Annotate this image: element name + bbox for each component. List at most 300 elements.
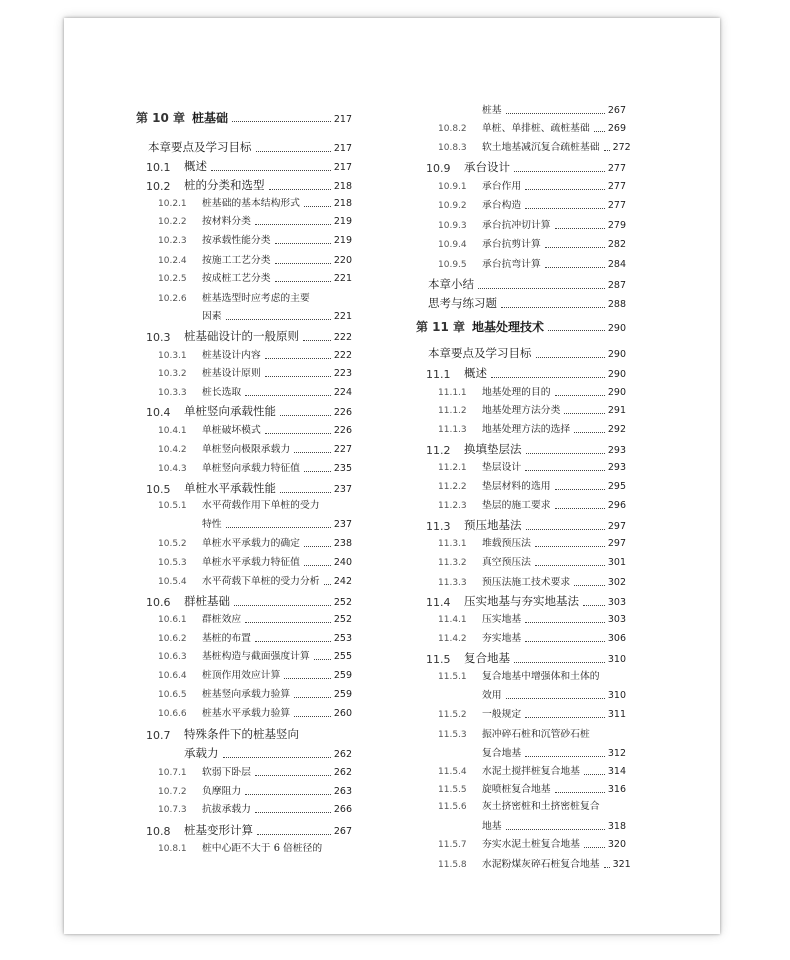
- toc-entry-title: 效用: [482, 690, 502, 701]
- toc-entry-page-number: 238: [333, 538, 352, 550]
- toc-entry-title: 抗拔承载力: [202, 804, 251, 815]
- toc-entry-number: 10.2.2: [158, 216, 187, 227]
- toc-entry-page-number: 279: [607, 220, 626, 232]
- toc-entry-title: 单桩竖向极限承载力: [202, 444, 291, 455]
- toc-entry-page-number: 222: [333, 332, 352, 343]
- toc-entry-page-number: 316: [607, 784, 626, 796]
- toc-leader-dots: [525, 622, 605, 623]
- toc-entry-page-number: 290: [607, 349, 626, 360]
- toc-entry-page-number: 269: [607, 123, 626, 135]
- toc-entry-number: 10.6.4: [158, 670, 187, 681]
- toc-entry-number: 11.1.3: [438, 424, 467, 435]
- toc-entry-number: 11.5.4: [438, 766, 467, 777]
- toc-entry: [158, 256, 352, 266]
- toc-entry-title: 本章小结: [428, 277, 474, 291]
- toc-entry-number: 11.4: [426, 595, 451, 609]
- toc-entry-page-number: 223: [333, 368, 352, 380]
- toc-entry: [146, 483, 352, 495]
- toc-entry: [158, 768, 352, 778]
- toc-entry-page-number: 320: [607, 839, 626, 851]
- toc-entry-page-number: 266: [333, 804, 352, 816]
- toc-entry-page-number: 217: [333, 162, 352, 173]
- toc-entry: [158, 652, 352, 662]
- toc-entry-title: 桩基设计内容: [202, 350, 261, 361]
- toc-entry: [426, 368, 626, 380]
- toc-entry: [146, 331, 352, 343]
- toc-entry: [438, 182, 626, 192]
- toc-entry-title: 桩的分类和选型: [184, 178, 265, 192]
- toc-entry-title: 预压法施工技术要求: [482, 577, 571, 588]
- toc-entry: [158, 294, 352, 304]
- toc-entry: [438, 425, 626, 435]
- toc-entry-number: 10.2: [146, 179, 171, 193]
- toc-leader-dots: [491, 377, 605, 378]
- toc-entry-title: 桩基: [482, 105, 502, 116]
- toc-entry: [426, 596, 626, 608]
- toc-entry-title: 复合地基: [482, 748, 522, 759]
- toc-entry-page-number: 311: [607, 709, 626, 721]
- toc-entry-title: 复合地基中增强体和土体的: [482, 671, 600, 682]
- toc-entry-title: 因素: [202, 311, 222, 322]
- toc-entry-title: 概述: [464, 366, 487, 380]
- toc-entry: [158, 445, 352, 455]
- toc-leader-dots: [275, 263, 331, 264]
- toc-leader-dots: [526, 453, 605, 454]
- toc-leader-dots: [245, 622, 331, 623]
- toc-entry-title: 一般规定: [482, 709, 522, 720]
- toc-entry-title: 承台构造: [482, 200, 522, 211]
- toc-entry-title: 真空预压法: [482, 557, 531, 568]
- toc-entry-title: 桩基选型时应考虑的主要: [202, 293, 310, 304]
- toc-entry-number: 11.3.3: [438, 577, 467, 588]
- toc-leader-dots: [525, 641, 605, 642]
- toc-entry: [158, 709, 352, 719]
- toc-entry: [146, 729, 352, 741]
- toc-entry-number: 10.6.6: [158, 708, 187, 719]
- toc-entry-page-number: 262: [333, 767, 352, 779]
- toc-leader-dots: [294, 716, 331, 717]
- toc-entry-title: 单桩水平承载性能: [184, 481, 276, 495]
- toc-leader-dots: [314, 659, 331, 660]
- toc-entry-title: 桩基础: [192, 111, 229, 125]
- toc-entry-number: 10.4.2: [158, 444, 187, 455]
- toc-entry-number: 10.4.1: [158, 425, 187, 436]
- toc-leader-dots: [211, 170, 331, 171]
- toc-leader-dots: [506, 829, 605, 830]
- toc-entry: [146, 161, 352, 173]
- toc-entry-number: 10.8.3: [438, 142, 467, 153]
- toc-entry: [438, 672, 626, 682]
- toc-entry-page-number: 290: [607, 369, 626, 380]
- toc-leader-dots: [604, 867, 610, 868]
- toc-entry: [428, 348, 626, 360]
- toc-entry-page-number: 226: [333, 425, 352, 437]
- toc-entry-title: 桩基础设计的一般原则: [184, 329, 299, 343]
- toc-entry-title: 桩长选取: [202, 387, 242, 398]
- toc-entry-title: 基桩的布置: [202, 633, 251, 644]
- toc-entry-title: 地基处理的目的: [482, 387, 551, 398]
- toc-entry-page-number: 260: [333, 708, 352, 720]
- toc-leader-dots: [525, 189, 605, 190]
- toc-leader-dots: [226, 319, 331, 320]
- toc-entry-number: 11.5.3: [438, 729, 467, 740]
- toc-entry-title: 夯实地基: [482, 633, 522, 644]
- toc-entry-page-number: 314: [607, 766, 626, 778]
- toc-leader-dots: [265, 358, 331, 359]
- toc-entry-number: 11.5.1: [438, 671, 467, 682]
- toc-entry-number: 10.3.2: [158, 368, 187, 379]
- toc-entry-page-number: 288: [607, 299, 626, 310]
- toc-entry-title: 振冲碎石桩和沉管砂石桩: [482, 729, 590, 740]
- toc-entry: [146, 596, 352, 608]
- toc-entry-number: 10.5: [146, 482, 171, 496]
- toc-entry-title: 桩基竖向承载力验算: [202, 689, 291, 700]
- toc-entry-page-number: 221: [333, 273, 352, 285]
- toc-entry-title: 堆载预压法: [482, 538, 531, 549]
- toc-leader-dots: [514, 662, 605, 663]
- toc-entry: [158, 690, 352, 700]
- toc-entry-page-number: 263: [333, 786, 352, 798]
- toc-entry-title: 单桩竖向承载性能: [184, 404, 276, 418]
- toc-entry-page-number: 293: [607, 462, 626, 474]
- toc-entry-number: 10.4: [146, 405, 171, 419]
- toc-entry-page-number: 301: [607, 557, 626, 569]
- toc-leader-dots: [594, 131, 605, 132]
- toc-entry-title: 概述: [184, 159, 207, 173]
- toc-entry-page-number: 237: [333, 519, 352, 531]
- toc-entry-number: 11.1: [426, 367, 451, 381]
- toc-entry: [438, 201, 626, 211]
- toc-entry-number: 11.2.3: [438, 500, 467, 511]
- toc-entry-title: 垫层材料的选用: [482, 481, 551, 492]
- toc-entry-title: 软弱下卧层: [202, 767, 251, 778]
- toc-entry-number: 10.8.2: [438, 123, 467, 134]
- toc-entry-page-number: 282: [607, 239, 626, 251]
- toc-entry: [158, 464, 352, 474]
- toc-entry-page-number: 302: [607, 577, 626, 589]
- toc-entry-number: 11.3.2: [438, 557, 467, 568]
- toc-entry-title: 桩顶作用效应计算: [202, 670, 281, 681]
- toc-leader-dots: [584, 774, 605, 775]
- toc-entry: [438, 240, 626, 250]
- toc-entry-number: 10.6: [146, 595, 171, 609]
- toc-leader-dots: [275, 281, 331, 282]
- toc-entry-number: 10.2.4: [158, 255, 187, 266]
- toc-entry-page-number: 259: [333, 689, 352, 701]
- toc-entry-number: 11.1.2: [438, 405, 467, 416]
- toc-entry-title: 承台抗冲切计算: [482, 220, 551, 231]
- toc-entry-number: 11.2.2: [438, 481, 467, 492]
- toc-entry-page-number: 295: [607, 481, 626, 493]
- toc-entry-number: 10.9.3: [438, 220, 467, 231]
- toc-leader-dots: [535, 546, 605, 547]
- toc-entry-page-number: 262: [333, 749, 352, 760]
- toc-entry-number: 10.3: [146, 330, 171, 344]
- toc-leader-dots: [280, 492, 331, 493]
- toc-entry-number: 10.6.2: [158, 633, 187, 644]
- toc-entry-title: 地基处理技术: [472, 320, 545, 334]
- toc-entry: [428, 279, 626, 291]
- toc-entry-number: 第 11 章: [416, 320, 466, 334]
- toc-leader-dots: [256, 151, 331, 152]
- toc-leader-dots: [506, 698, 605, 699]
- toc-leader-dots: [255, 224, 331, 225]
- toc-leader-dots: [525, 208, 605, 209]
- toc-entry-page-number: 277: [607, 181, 626, 193]
- toc-leader-dots: [548, 330, 605, 331]
- toc-entry-number: 11.3: [426, 519, 451, 533]
- toc-leader-dots: [583, 605, 605, 606]
- toc-entry: [158, 236, 352, 246]
- toc-entry-number: 11.4.1: [438, 614, 467, 625]
- toc-entry-number: 10.9.2: [438, 200, 467, 211]
- toc-entry-title: 思考与练习题: [428, 296, 497, 310]
- toc-entry-title: 换填垫层法: [464, 442, 522, 456]
- toc-entry-title: 桩基变形计算: [184, 823, 253, 837]
- toc-entry-page-number: 226: [333, 407, 352, 418]
- toc-entry-page-number: 218: [333, 198, 352, 210]
- toc-leader-dots: [574, 432, 605, 433]
- toc-entry: [438, 124, 626, 134]
- toc-entry-title: 水泥粉煤灰碎石桩复合地基: [482, 859, 600, 870]
- toc-entry-page-number: 267: [607, 105, 626, 117]
- toc-leader-dots: [280, 415, 331, 416]
- toc-entry-page-number: 252: [333, 597, 352, 608]
- toc-entry: [158, 844, 352, 854]
- toc-entry-title: 压实地基: [482, 614, 522, 625]
- toc-entry: [158, 388, 352, 398]
- toc-leader-dots: [255, 775, 331, 776]
- toc-entry-number: 10.2.3: [158, 235, 187, 246]
- toc-entry-page-number: 290: [607, 387, 626, 399]
- toc-entry-number: 10.5.2: [158, 538, 187, 549]
- toc-entry-page-number: 287: [607, 280, 626, 291]
- toc-entry-page-number: 217: [333, 143, 352, 154]
- toc-leader-dots: [223, 757, 331, 758]
- toc-entry-page-number: 217: [333, 113, 352, 125]
- toc-entry-number: 10.5.3: [158, 557, 187, 568]
- toc-entry-page-number: 297: [607, 521, 626, 532]
- toc-leader-dots: [245, 395, 331, 396]
- toc-entry: [438, 406, 626, 416]
- toc-entry-number: 10.3.1: [158, 350, 187, 361]
- toc-entry-title: 水平荷载作用下单桩的受力: [202, 500, 320, 511]
- toc-entry-page-number: 218: [333, 181, 352, 192]
- toc-entry: [158, 615, 352, 625]
- toc-leader-dots: [245, 794, 331, 795]
- toc-entry-number: 11.5.6: [438, 801, 467, 812]
- toc-entry-number: 10.7.1: [158, 767, 187, 778]
- toc-entry: [438, 802, 626, 812]
- toc-entry: [146, 825, 352, 837]
- toc-entry: [426, 653, 626, 665]
- toc-entry: [438, 615, 626, 625]
- toc-leader-dots: [555, 489, 605, 490]
- toc-entry-number: 10.6.1: [158, 614, 187, 625]
- toc-entry-page-number: 277: [607, 163, 626, 174]
- toc-entry: [426, 162, 626, 174]
- toc-entry-title: 软土地基减沉复合疏桩基础: [482, 142, 600, 153]
- toc-leader-dots: [564, 413, 604, 414]
- toc-entry: [438, 785, 626, 795]
- toc-entry: [158, 577, 352, 587]
- toc-entry-page-number: 293: [607, 445, 626, 456]
- toc-entry-title: 本章要点及学习目标: [148, 140, 252, 154]
- toc-entry-number: 10.7.2: [158, 786, 187, 797]
- toc-entry-page-number: 267: [333, 826, 352, 837]
- toc-entry-number: 10.1: [146, 160, 171, 174]
- toc-leader-dots: [255, 641, 331, 642]
- toc-entry-title: 按材料分类: [202, 216, 251, 227]
- toc-leader-dots: [265, 376, 331, 377]
- toc-leader-dots: [525, 470, 605, 471]
- toc-entry-title: 单桩水平承载力的确定: [202, 538, 300, 549]
- toc-entry-title: 承台设计: [464, 160, 510, 174]
- toc-entry-number: 11.2: [426, 443, 451, 457]
- toc-entry-number: 11.5.7: [438, 839, 467, 850]
- toc-leader-dots: [294, 452, 331, 453]
- toc-entry-title: 承台作用: [482, 181, 522, 192]
- toc-entry: [416, 321, 626, 333]
- toc-leader-dots: [257, 834, 331, 835]
- toc-entry-number: 10.6.3: [158, 651, 187, 662]
- toc-entry: [158, 671, 352, 681]
- toc-entry: [158, 217, 352, 227]
- toc-entry-title: 单桩竖向承载力特征值: [202, 463, 300, 474]
- toc-entry-page-number: 310: [607, 654, 626, 665]
- toc-entry: [482, 106, 626, 116]
- toc-entry: [202, 312, 352, 322]
- toc-entry: [438, 558, 626, 568]
- toc-entry: [482, 691, 626, 701]
- toc-entry: [158, 787, 352, 797]
- toc-entry-title: 桩中心距不大于 6 倍桩径的: [202, 843, 323, 854]
- toc-entry-title: 地基处理方法的选择: [482, 424, 571, 435]
- toc-entry-number: 10.8: [146, 824, 171, 838]
- toc-leader-dots: [604, 150, 610, 151]
- toc-entry-page-number: 291: [607, 405, 626, 417]
- toc-entry-title: 垫层设计: [482, 462, 522, 473]
- toc-entry: [438, 767, 626, 777]
- toc-entry-number: 11.3.1: [438, 538, 467, 549]
- toc-entry-page-number: 284: [607, 259, 626, 271]
- toc-entry-page-number: 224: [333, 387, 352, 399]
- toc-entry-page-number: 303: [607, 614, 626, 626]
- toc-entry-page-number: 220: [333, 255, 352, 267]
- toc-entry-page-number: 253: [333, 633, 352, 645]
- toc-entry-number: 10.7: [146, 728, 171, 742]
- toc-entry: [158, 426, 352, 436]
- toc-entry-title: 承台抗剪计算: [482, 239, 541, 250]
- toc-leader-dots: [584, 847, 605, 848]
- toc-entry: [136, 112, 352, 124]
- toc-entry-page-number: 242: [333, 576, 352, 588]
- toc-entry-title: 按施工工艺分类: [202, 255, 271, 266]
- toc-entry-page-number: 306: [607, 633, 626, 645]
- toc-entry-number: 10.2.6: [158, 293, 187, 304]
- toc-entry-title: 垫层的施工要求: [482, 500, 551, 511]
- toc-entry: [158, 199, 352, 209]
- toc-entry-title: 桩基设计原则: [202, 368, 261, 379]
- toc-leader-dots: [226, 527, 331, 528]
- toc-leader-dots: [284, 678, 330, 679]
- toc-entry: [438, 482, 626, 492]
- toc-entry-number: 10.5.1: [158, 500, 187, 511]
- toc-leader-dots: [535, 565, 605, 566]
- toc-leader-dots: [574, 585, 605, 586]
- toc-entry-title: 特性: [202, 519, 222, 530]
- toc-entry-number: 10.3.3: [158, 387, 187, 398]
- toc-leader-dots: [536, 357, 605, 358]
- toc-leader-dots: [294, 697, 331, 698]
- toc-entry-page-number: 255: [333, 651, 352, 663]
- toc-leader-dots: [275, 243, 331, 244]
- toc-entry-title: 基桩构造与截面强度计算: [202, 651, 310, 662]
- toc-entry-number: 10.4.3: [158, 463, 187, 474]
- toc-entry-title: 灰土挤密桩和土挤密桩复合: [482, 801, 600, 812]
- toc-entry: [482, 822, 626, 832]
- toc-leader-dots: [555, 228, 605, 229]
- toc-entry-page-number: 312: [607, 748, 626, 760]
- toc-leader-dots: [303, 340, 331, 341]
- toc-entry: [438, 578, 626, 588]
- toc-entry-title: 地基处理方法分类: [482, 405, 561, 416]
- toc-entry: [438, 634, 626, 644]
- toc-entry-title: 单桩破坏模式: [202, 425, 261, 436]
- toc-entry-number: 11.1.1: [438, 387, 467, 398]
- toc-entry: [158, 805, 352, 815]
- toc-leader-dots: [514, 171, 605, 172]
- toc-entry: [158, 634, 352, 644]
- toc-entry-title: 单桩水平承载力特征值: [202, 557, 300, 568]
- toc-entry-page-number: 292: [607, 424, 626, 436]
- toc-leader-dots: [304, 471, 331, 472]
- toc-entry: [158, 274, 352, 284]
- toc-entry-page-number: 252: [333, 614, 352, 626]
- toc-entry-title: 夯实水泥土桩复合地基: [482, 839, 580, 850]
- toc-entry: [146, 180, 352, 192]
- toc-entry-number: 10.2.1: [158, 198, 187, 209]
- toc-entry-title: 地基: [482, 821, 502, 832]
- toc-entry-title: 桩基水平承载力验算: [202, 708, 291, 719]
- toc-entry-title: 群桩基础: [184, 594, 230, 608]
- toc-leader-dots: [304, 206, 331, 207]
- toc-entry: [438, 221, 626, 231]
- toc-entry-number: 10.7.3: [158, 804, 187, 815]
- toc-leader-dots: [255, 812, 331, 813]
- toc-entry: [148, 142, 352, 154]
- toc-leader-dots: [545, 247, 605, 248]
- toc-entry-title: 水泥土搅拌桩复合地基: [482, 766, 580, 777]
- toc-entry: [426, 444, 626, 456]
- toc-entry: [438, 463, 626, 473]
- toc-entry: [158, 351, 352, 361]
- toc-entry-number: 10.9.1: [438, 181, 467, 192]
- toc-entry: [438, 260, 626, 270]
- toc-entry-page-number: 321: [612, 859, 631, 871]
- toc-entry: [438, 539, 626, 549]
- toc-leader-dots: [506, 113, 605, 114]
- toc-leader-dots: [232, 121, 331, 122]
- toc-entry-page-number: 303: [607, 597, 626, 608]
- toc-entry-page-number: 219: [333, 235, 352, 247]
- toc-leader-dots: [265, 433, 331, 434]
- toc-entry-title: 桩基础的基本结构形式: [202, 198, 300, 209]
- toc-leader-dots: [269, 189, 331, 190]
- toc-entry-number: 11.5: [426, 652, 451, 666]
- toc-entry-page-number: 318: [607, 821, 626, 833]
- toc-leader-dots: [501, 307, 605, 308]
